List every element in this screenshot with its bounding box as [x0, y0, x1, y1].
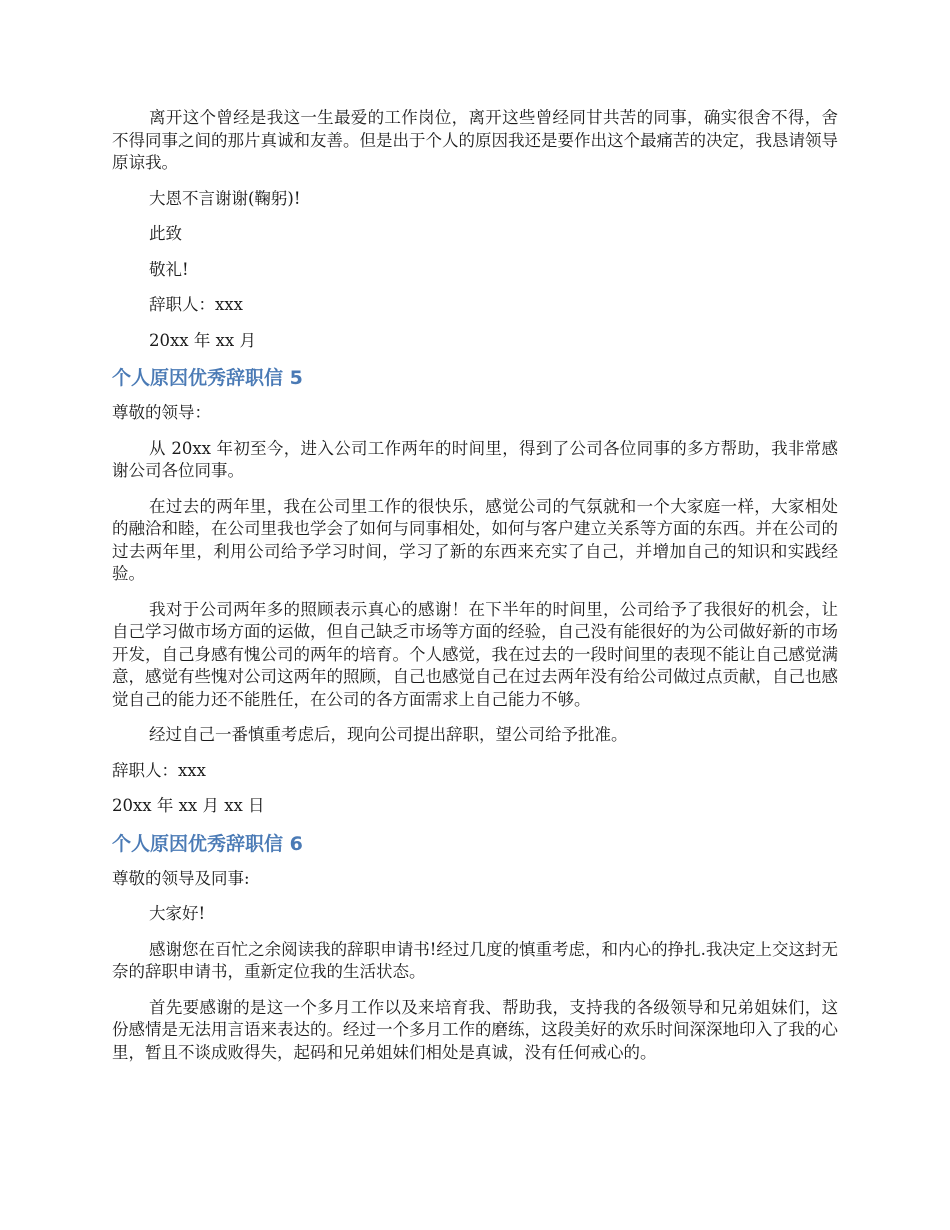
paragraph-colleagues: 首先要感谢的是这一个多月工作以及来培育我、帮助我，支持我的各级领导和兄弟姐妹们，这份感情是无法用言语来表达的。经过一个多月工作的磨练，这段美好的欢乐时间深深地印入了我的心里，暂且不谈成败得失，起码和兄弟姐妹们相处是真诚，没有任何戒心的。 [112, 997, 838, 1062]
paragraph-gratitude: 我对于公司两年多的照顾表示真心的感谢！在下半年的时间里，公司给予了我很好的机会，让自己学习做市场方面的运做，但自己缺乏市场等方面的经验，自己没有能很好的为公司做好新的市场开发，自己身感有愧公司的两年的培育。个人感觉，我在过去的一段时间里的表现不能让自己感觉满意，感觉有些愧对公司这两年的照顾，自己也感觉自己在过去两年没有给公司做过点贡献，自己也感觉自己的能力还不能胜任，在公司的各方面需求上自己能力不够。 [112, 599, 838, 709]
salutation: 尊敬的领导： [112, 403, 211, 422]
greeting: 大家好! [149, 904, 206, 923]
closing-jingli: 敬礼! [149, 259, 189, 279]
paragraph-farewell: 离开这个曾经是我这一生最爱的工作岗位，离开这些曾经同甘共苦的同事，确实很舍不得，舍不得同事之间的那片真诚和友善。但是出于个人的原因我还是要作出这个最痛苦的决定，我恳请领导原谅我。 [112, 108, 838, 172]
closing-cizhi: 此致 [149, 224, 182, 243]
signature-name: 辞职人：xxx [149, 295, 243, 314]
paragraph-past-two-years: 在过去的两年里，我在公司里工作的很快乐，感觉公司的气氛就和一个大家庭一样，大家相处的融洽和睦，在公司里我也学会了如何与同事相处，如何与客户建立关系等方面的东西。并在公司的过去两年里，利用公司给予学习时间，学习了新的东西来充实了自己，并增加自己的知识和实践经验。 [112, 496, 838, 583]
signature-date: 20xx 年 xx 月 xx 日 [112, 796, 265, 815]
paragraph-intro: 从 20xx 年初至今，进入公司工作两年的时间里，得到了公司各位同事的多方帮助，我非常感谢公司各位同事。 [112, 438, 838, 480]
signature-name: 辞职人：xxx [112, 760, 206, 780]
section-heading-5: 个人原因优秀辞职信 5 [112, 367, 303, 389]
section-heading-6: 个人原因优秀辞职信 6 [112, 832, 303, 855]
paragraph-reading-thanks: 感谢您在百忙之余阅读我的辞职申请书!经过几度的慎重考虑，和内心的挣扎.我决定上交这封无奈的辞职申请书，重新定位我的生活状态。 [112, 939, 838, 981]
paragraph-request: 经过自己一番慎重考虑后，现向公司提出辞职，望公司给予批准。 [149, 725, 628, 744]
salutation: 尊敬的领导及同事: [112, 868, 250, 888]
paragraph-thanks: 大恩不言谢谢(鞠躬)! [149, 188, 301, 208]
signature-date: 20xx 年 xx 月 [149, 330, 256, 350]
